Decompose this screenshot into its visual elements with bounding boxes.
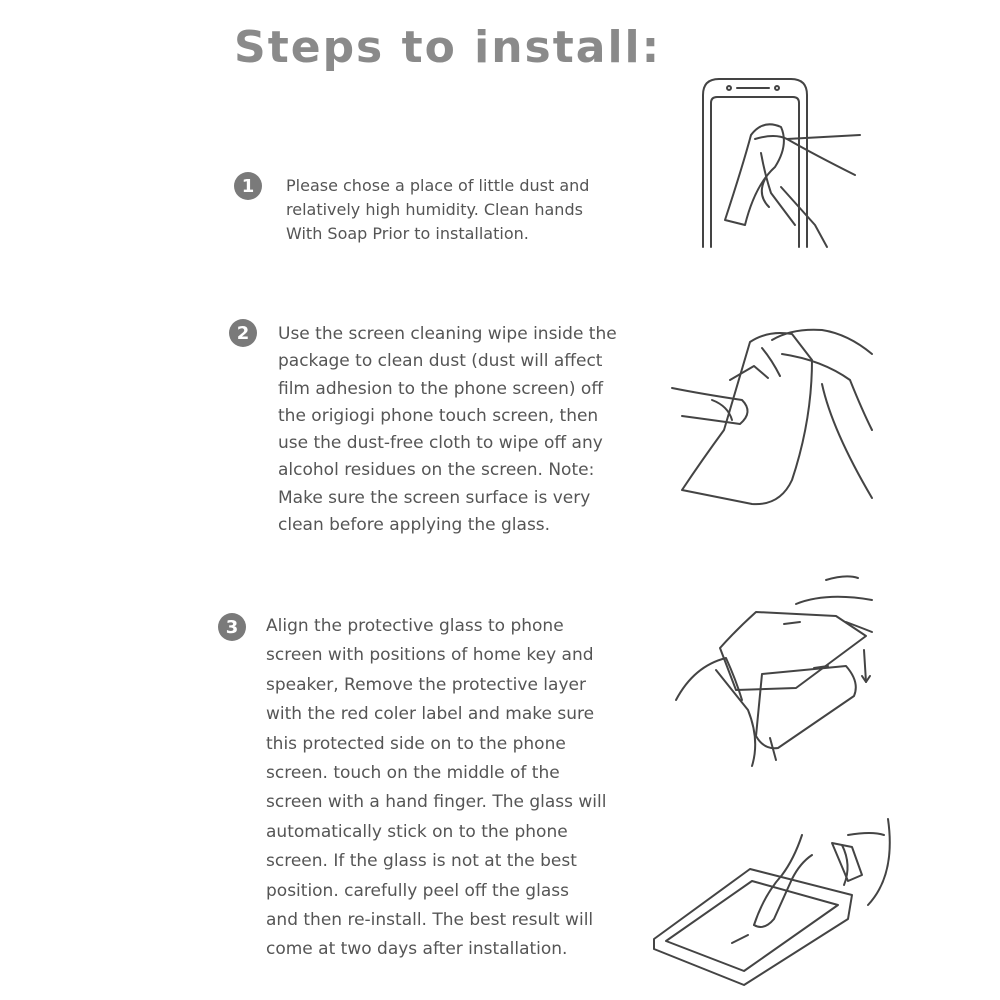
step-text-line: With Soap Prior to installation. [286,224,529,243]
step-number-badge: 1 [234,172,262,200]
press-glass-icon [652,815,897,990]
step-text-line: clean before applying the glass. [278,515,551,536]
step-text-line: with the red coler label and make sure [266,704,595,725]
step-number-badge: 2 [229,319,257,347]
step-text-line: automatically stick on to the phone [266,821,568,842]
step-text-line: screen. touch on the middle of the [266,763,560,784]
step-text-line: screen with positions of home key and [266,645,594,666]
step-text-line: film adhesion to the phone screen) off [278,378,604,399]
step-text-line: use the dust-free cloth to wipe off any [278,433,603,454]
step-text-line: screen. If the glass is not at the best [266,851,577,872]
step-text-line: Make sure the screen surface is very [278,487,591,508]
step-text-line: come at two days after installation. [266,939,568,960]
step-text [266,612,656,965]
phone-cleaning-icon [695,75,870,250]
align-glass-icon [676,570,881,770]
step-text-line: Align the protective glass to phone [266,616,564,636]
step-text-line: package to clean dust (dust will affect [278,351,603,372]
step-text-line: Please chose a place of little dust and [286,176,590,195]
step-text [278,321,658,539]
step-number-badge: 3 [218,613,246,641]
page-title: Steps to install: [234,22,662,73]
step-text-line: alcohol residues on the screen. Note: [278,460,595,481]
step-text-line: and then re-install. The best result will [266,910,594,931]
step-text-line: position. carefully peel off the glass [266,880,569,901]
wipe-screen-icon [672,320,877,510]
step-text-line: this protected side on to the phone [266,733,566,754]
step-text-line: relatively high humidity. Clean hands [286,200,583,219]
step-text-line: screen with a hand finger. The glass will [266,792,607,813]
step-text-line: the origiogi phone touch screen, then [278,405,599,426]
step-text-line: speaker, Remove the protective layer [266,674,586,695]
step-text-line: Use the screen cleaning wipe inside the [278,324,617,344]
step-text [286,174,656,246]
